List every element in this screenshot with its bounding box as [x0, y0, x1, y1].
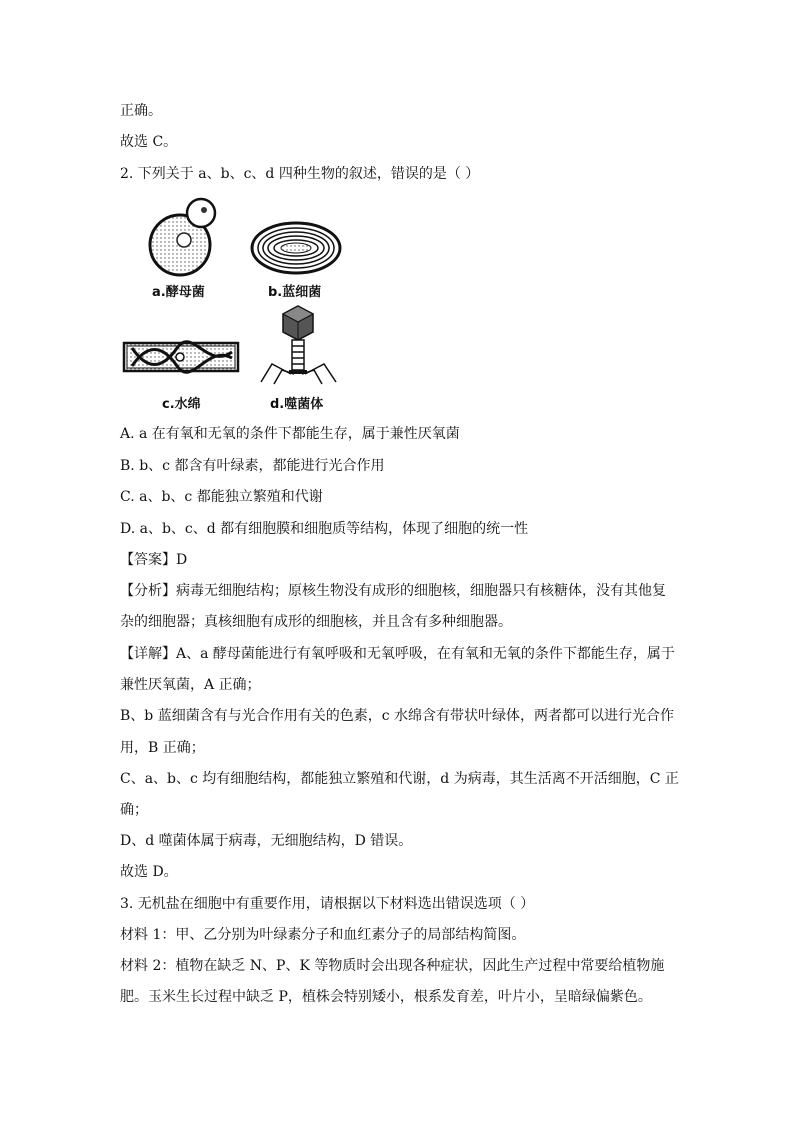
detail-line-4: 用，B 正确； [120, 740, 205, 756]
spirogyra-figure [122, 340, 242, 374]
detail-line-2: 兼性厌氧菌，A 正确； [120, 677, 261, 693]
caption-d: d.噬菌体 [270, 397, 324, 412]
caption-c: c.水绵 [162, 397, 201, 412]
analysis-line-1: 【分析】病毒无细胞结构；原核生物没有成形的细胞核，细胞器只有核糖体，没有其他复 [120, 583, 666, 599]
option-b: B. b、c 都含有叶绿素，都能进行光合作用 [120, 458, 385, 474]
answer-line: 【答案】D [120, 552, 188, 568]
text-line-1: 正确。 [120, 103, 162, 119]
caption-a: a.酵母菌 [152, 285, 205, 300]
material-2-line-2: 肥。玉米生长过程中缺乏 P，植株会特别矮小，根系发育差，叶片小，呈暗绿偏紫色。 [120, 989, 652, 1005]
detail-line-7: D、d 噬菌体属于病毒，无细胞结构，D 错误。 [120, 833, 413, 849]
option-c: C. a、b、c 都能独立繁殖和代谢 [120, 489, 323, 505]
option-d: D. a、b、c、d 都有细胞膜和细胞质等结构，体现了细胞的统一性 [120, 521, 529, 537]
yeast-figure [148, 197, 222, 277]
conclusion-line: 故选 D。 [120, 864, 178, 880]
question-3-stem: 3. 无机盐在细胞中有重要作用，请根据以下材料选出错误选项（ ） [120, 896, 535, 912]
detail-line-1: 【详解】A、a 酵母菌能进行有氧呼吸和无氧呼吸，在有氧和无氧的条件下都能生存，属于 [120, 646, 675, 662]
question-2-stem: 2. 下列关于 a、b、c、d 四种生物的叙述，错误的是（ ） [120, 166, 480, 182]
detail-line-3: B、b 蓝细菌含有与光合作用有关的色素，c 水绵含有带状叶绿体，两者都可以进行光合作 [120, 708, 674, 724]
cyanobacteria-figure [250, 221, 342, 275]
detail-line-6: 确； [120, 802, 148, 818]
material-1: 材料 1：甲、乙分别为叶绿素分子和血红素分子的局部结构简图。 [120, 927, 526, 943]
bacteriophage-figure [258, 304, 348, 386]
material-2-line-1: 材料 2：植物在缺乏 N、P、K 等物质时会出现各种症状，因此生产过程中常要给植物施 [120, 958, 665, 974]
caption-b: b.蓝细菌 [268, 285, 322, 300]
detail-line-5: C、a、b、c 均有细胞结构，都能独立繁殖和代谢，d 为病毒，其生活离不开活细胞，C 正 [120, 771, 679, 787]
analysis-line-2: 杂的细胞器；真核细胞有成形的细胞核，并且含有多种细胞器。 [120, 614, 512, 630]
option-a: A. a 在有氧和无氧的条件下都能生存，属于兼性厌氧菌 [120, 426, 460, 442]
text-line-2: 故选 C。 [120, 134, 178, 150]
